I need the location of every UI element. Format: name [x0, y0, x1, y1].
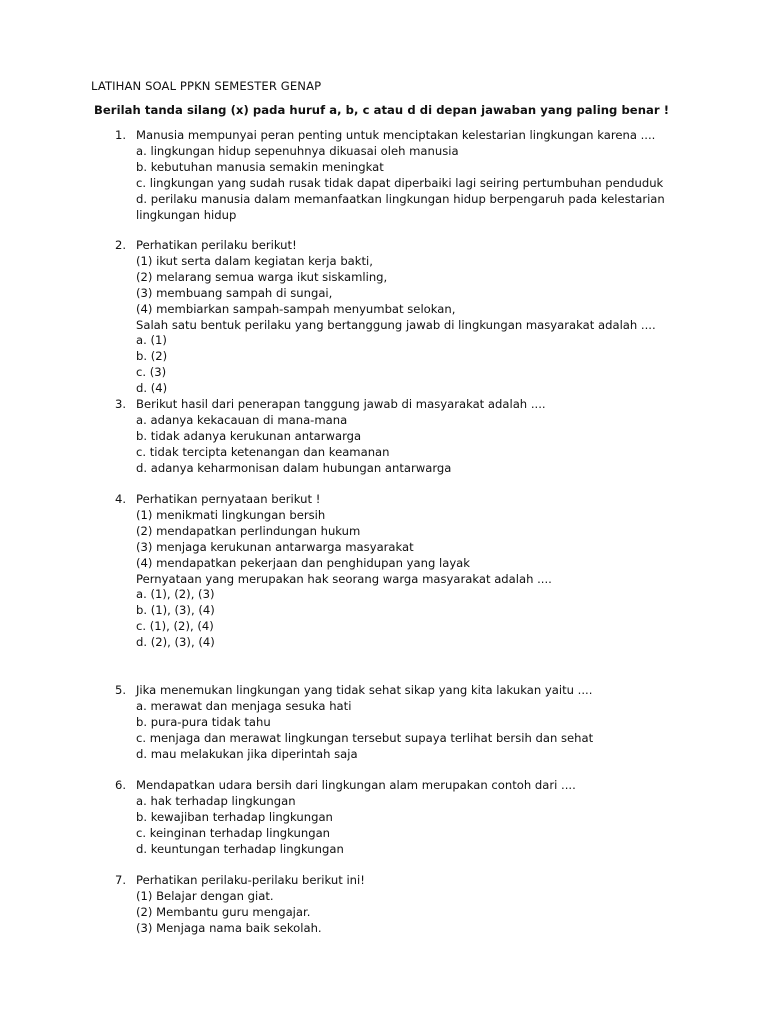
question-number: 5. [115, 683, 127, 697]
statement-item: (2) Membantu guru mengajar. [136, 904, 311, 919]
answer-option: d. adanya keharmonisan dalam hubungan antarwarga [136, 460, 452, 475]
answer-option: a. lingkungan hidup sepenuhnya dikuasai oleh manusia [136, 143, 459, 158]
question-number: 3. [115, 397, 127, 411]
instruction-text: Berilah tanda silang (x) pada huruf a, b, c atau d di depan jawaban yang paling benar ! [94, 103, 670, 117]
question-number: 2. [115, 238, 127, 252]
statement-item: (4) mendapatkan pekerjaan dan penghidupan yang layak [136, 555, 470, 570]
answer-option: c. menjaga dan merawat lingkungan tersebut supaya terlihat bersih dan sehat [136, 730, 594, 745]
question-line: Salah satu bentuk perilaku yang bertanggung jawab di lingkungan masyarakat adalah .... [136, 317, 656, 332]
statement-item: (2) melarang semua warga ikut siskamling, [136, 269, 388, 284]
answer-option: a. merawat dan menjaga sesuka hati [136, 698, 352, 713]
statement-item: (2) mendapatkan perlindungan hukum [136, 523, 361, 538]
answer-option: d. keuntungan terhadap lingkungan [136, 841, 344, 856]
statement-item: (1) Belajar dengan giat. [136, 888, 274, 903]
answer-option: b. kebutuhan manusia semakin meningkat [136, 159, 384, 174]
answer-option: b. kewajiban terhadap lingkungan [136, 809, 333, 824]
question-stem: Mendapatkan udara bersih dari lingkungan alam merupakan contoh dari .... [136, 778, 576, 792]
answer-option: b. tidak adanya kerukunan antarwarga [136, 428, 362, 443]
answer-option: d. (2), (3), (4) [136, 635, 215, 650]
answer-option: c. lingkungan yang sudah rusak tidak dapat diperbaiki lagi seiring pertumbuhan penduduk [136, 175, 664, 190]
answer-option: b. (1), (3), (4) [136, 603, 215, 618]
question-stem: Manusia mempunyai peran penting untuk menciptakan kelestarian lingkungan karena .... [136, 128, 656, 142]
question-stem: Perhatikan perilaku berikut! [136, 238, 297, 252]
question-line: lingkungan hidup [136, 207, 237, 222]
answer-option: b. pura-pura tidak tahu [136, 714, 271, 729]
question-number: 1. [115, 128, 127, 142]
answer-option: b. (2) [136, 349, 168, 364]
statement-item: (3) Menjaga nama baik sekolah. [136, 920, 322, 935]
answer-option: a. hak terhadap lingkungan [136, 793, 296, 808]
answer-option: d. (4) [136, 381, 168, 396]
question-number: 7. [115, 873, 127, 887]
statement-item: (4) membiarkan sampah-sampah menyumbat selokan, [136, 301, 456, 316]
question-stem: Berikut hasil dari penerapan tanggung jawab di masyarakat adalah .... [136, 397, 546, 411]
question-number: 6. [115, 778, 127, 792]
answer-option: a. (1) [136, 333, 167, 348]
question-stem: Jika menemukan lingkungan yang tidak sehat sikap yang kita lakukan yaitu .... [136, 683, 593, 697]
answer-option: c. tidak tercipta ketenangan dan keamanan [136, 444, 390, 459]
answer-option: a. (1), (2), (3) [136, 587, 215, 602]
question-stem: Perhatikan perilaku-perilaku berikut ini! [136, 873, 365, 887]
statement-item: (1) ikut serta dalam kegiatan kerja bakti, [136, 253, 373, 268]
answer-option: c. (1), (2), (4) [136, 619, 214, 634]
document-title: LATIHAN SOAL PPKN SEMESTER GENAP [91, 79, 322, 93]
answer-option: a. adanya kekacauan di mana-mana [136, 412, 348, 427]
statement-item: (1) menikmati lingkungan bersih [136, 507, 326, 522]
answer-option: d. mau melakukan jika diperintah saja [136, 746, 358, 761]
statement-item: (3) menjaga kerukunan antarwarga masyarakat [136, 539, 414, 554]
question-number: 4. [115, 492, 127, 506]
answer-option: c. (3) [136, 365, 167, 380]
statement-item: (3) membuang sampah di sungai, [136, 285, 333, 300]
question-line: Pernyataan yang merupakan hak seorang warga masyarakat adalah .... [136, 571, 552, 586]
answer-option: d. perilaku manusia dalam memanfaatkan lingkungan hidup berpengaruh pada kelestarian [136, 191, 665, 206]
answer-option: c. keinginan terhadap lingkungan [136, 825, 331, 840]
question-stem: Perhatikan pernyataan berikut ! [136, 492, 321, 506]
